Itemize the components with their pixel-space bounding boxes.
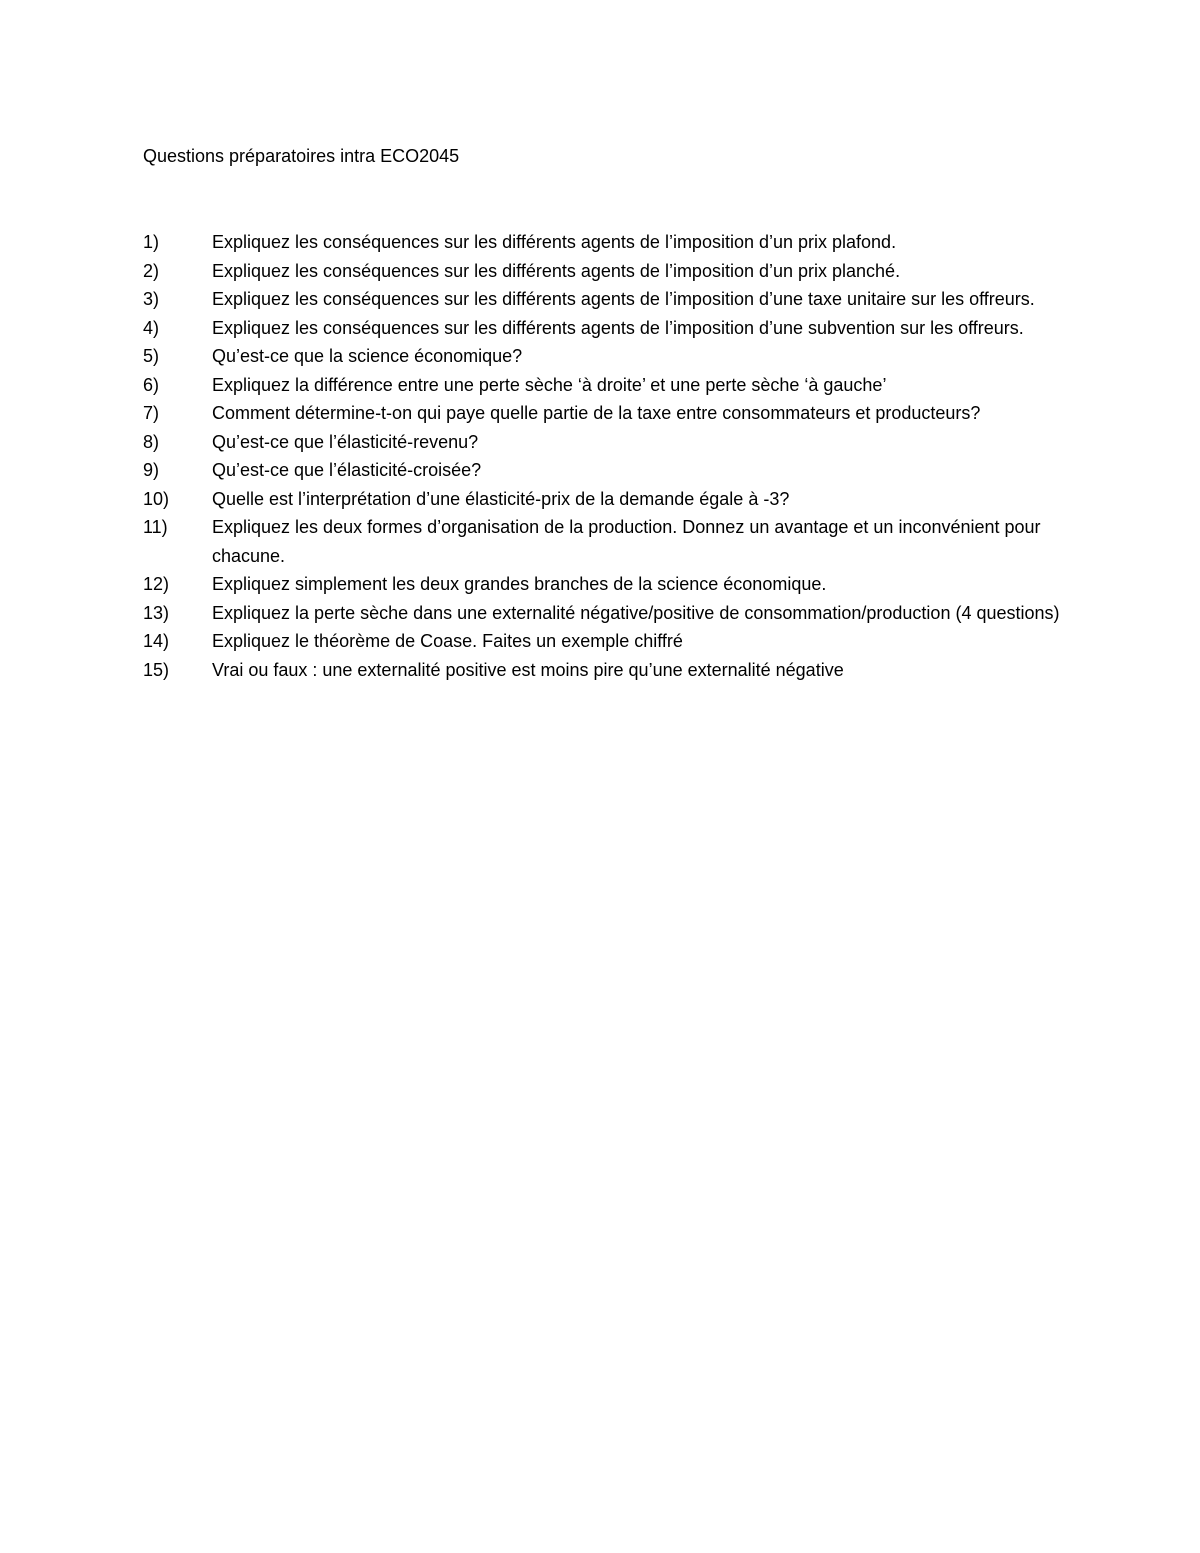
list-item <box>143 599 1063 628</box>
document-title: Questions préparatoires intra ECO2045 <box>143 146 460 166</box>
question-number: 11) <box>143 517 168 537</box>
question-number: 12) <box>143 574 170 594</box>
question-number: 6) <box>143 374 160 395</box>
question-number: 7) <box>143 403 160 423</box>
question-number: 8) <box>143 431 160 452</box>
list-item <box>143 342 1063 371</box>
list-item <box>143 257 1063 286</box>
question-number: 5) <box>143 346 160 366</box>
list-item <box>143 485 1063 514</box>
question-text: Comment détermine-t-on qui paye quelle partie de la taxe entre consommateurs et producteurs? <box>212 403 981 423</box>
list-item <box>143 285 1063 314</box>
question-text: Expliquez la perte sèche dans une externalité négative/positive de consommation/production (4 questions) <box>212 602 1060 623</box>
question-number: 13) <box>143 602 170 623</box>
question-text: Expliquez les conséquences sur les différents agents de l’imposition d’une taxe unitaire sur les offreurs. <box>212 289 1035 309</box>
question-text: Expliquez le théorème de Coase. Faites un exemple chiffré <box>212 631 683 651</box>
list-item <box>143 314 1063 343</box>
question-number: 3) <box>143 289 160 309</box>
list-item <box>143 456 1063 485</box>
question-text: Vrai ou faux : une externalité positive est moins pire qu’une externalité négative <box>212 659 844 680</box>
question-text: Qu’est-ce que l’élasticité-revenu? <box>212 431 479 452</box>
question-list <box>143 228 1063 684</box>
list-item <box>143 627 1063 656</box>
question-text: Expliquez la différence entre une perte sèche ‘à droite’ et une perte sèche ‘à gauche’ <box>212 374 887 395</box>
list-item <box>143 570 1063 599</box>
question-number: 9) <box>143 460 160 480</box>
question-text: Qu’est-ce que l’élasticité-croisée? <box>212 460 482 480</box>
list-item <box>143 428 1063 457</box>
question-text: Quelle est l’interprétation d’une élasticité-prix de la demande égale à -3? <box>212 488 790 509</box>
list-item <box>143 371 1063 400</box>
question-number: 4) <box>143 317 160 338</box>
question-text: Qu’est-ce que la science économique? <box>212 346 523 366</box>
question-number: 10) <box>143 488 170 509</box>
question-text: Expliquez les deux formes d’organisation de la production. Donnez un avantage et un inconvénient pour chacune. <box>212 517 1041 566</box>
question-number: 14) <box>143 631 170 651</box>
question-number: 15) <box>143 659 170 680</box>
question-text: Expliquez les conséquences sur les différents agents de l’imposition d’un prix plafond. <box>212 232 897 252</box>
question-number: 2) <box>143 260 160 281</box>
question-text: Expliquez les conséquences sur les différents agents de l’imposition d’un prix planché. <box>212 260 901 281</box>
question-text: Expliquez les conséquences sur les différents agents de l’imposition d’une subvention sur les offreurs. <box>212 317 1024 338</box>
question-text: Expliquez simplement les deux grandes branches de la science économique. <box>212 574 827 594</box>
list-item <box>143 656 1063 685</box>
list-item <box>143 399 1063 428</box>
list-item <box>143 228 1063 257</box>
list-item <box>143 513 1063 570</box>
question-number: 1) <box>143 232 160 252</box>
